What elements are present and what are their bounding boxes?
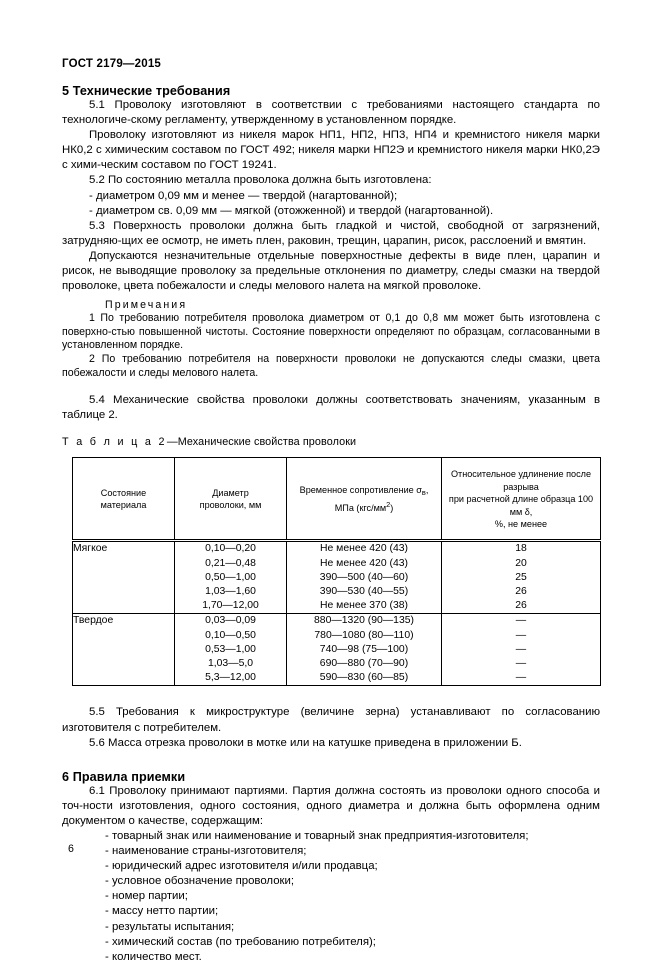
paragraph-5-2-item-a: - диаметром 0,09 мм и менее — твердой (нагартованной); [89,189,398,202]
diameter-value: 5,3—12,00 [205,672,256,684]
cell-diameter-list [175,541,287,614]
header-elongation-line1: Относительное удлинение после разрыва [450,469,592,492]
notes-heading: Примечания [105,299,188,312]
elongation-value: — [515,629,527,641]
paragraph-5-6: 5.6 Масса отрезка проволоки в мотке или на катушке приведена в приложении Б. [89,736,522,749]
paragraph-5-5: 5.5 Требования к микроструктуре (величине зерна) устанавливают по согласованию изготовителя с потребителем. [62,706,600,734]
paragraph-5-3: 5.3 Поверхность проволоки должна быть гладкой и чистой, свободной от загрязнений, затрудняю-щих ее осмотр, не иметь плен, раковин, трещин, царапин, рисок, расслоений и вмятин. [62,219,600,247]
diameter-value: 1,03—5,0 [207,658,254,670]
list-item: - юридический адрес изготовителя и/или продавца; [105,860,378,873]
header-tensile-strength [287,458,442,541]
table-caption-label: Т а б л и ц а 2 [62,436,167,449]
page-content [62,84,600,965]
header-diameter-line1: Диаметр [212,487,249,498]
list-item: - массу нетто партии; [105,905,219,918]
list-item: - условное обозначение проволоки; [105,875,295,888]
table-row [73,614,601,686]
header-diameter-line2: проволоки, мм [199,500,262,511]
paragraph-5-1b: Проволоку изготовляют из никеля марок НП1, НП2, НП3, НП4 и кремнистого никеля марки НК0,2 с химическим составом по ГОСТ 492; никеля марки НП2Э и кремнистого никеля марки НК0,2Э с хими-ческим составом по ГОСТ 19241. [62,129,600,172]
header-tensile-comma: , [425,484,429,495]
header-material-state [73,458,175,541]
cell-material-state: Мягкое [73,541,175,614]
strength-value: Не менее 370 (38) [320,600,408,612]
header-elongation-line2: при расчетной длине образца 100 мм δ, [448,494,594,517]
diameter-value: 0,50—1,00 [205,571,256,583]
cell-strength-list [287,541,442,614]
note-2: 2 По требованию потребителя на поверхности проволоки не допускаются следы смазки, цвета побежалости и следы мелового налета. [62,353,600,379]
strength-value: 740—98 (75—100) [319,643,409,655]
strength-value: Не менее 420 (43) [320,557,408,569]
elongation-value: 18 [515,543,527,555]
strength-value: 690—880 (70—90) [319,658,409,670]
strength-value: 590—830 (60—85) [319,672,409,684]
table-row [73,541,601,614]
table-header-row [73,458,601,541]
elongation-value: — [515,643,527,655]
paragraph-5-1: 5.1 Проволоку изготовляют в соответствии с требованиями настоящего стандарта по технологиче-скому регламенту, утвержденному в установленном порядке. [62,99,600,127]
elongation-value: — [515,672,527,684]
elongation-value: 20 [515,557,527,569]
cell-strength-list [287,614,442,686]
list-item: - товарный знак или наименование и товарный знак предприятия-изготовителя; [105,830,529,842]
header-material-state-line1: Состояние [100,487,147,498]
diameter-value: 0,03—0,09 [205,615,256,627]
list-item: - результаты испытания; [105,920,235,933]
running-head: ГОСТ 2179—2015 [62,58,162,70]
paragraph-5-2: 5.2 По состоянию металла проволока должна быть изготовлена: [89,174,432,187]
diameter-value: 0,21—0,48 [205,557,256,569]
strength-value: 780—1080 (80—110) [314,629,414,641]
header-tensile-strength-line1: Временное сопротивление σ [299,484,422,495]
paragraph-5-3b: Допускаются незначительные отдельные поверхностные дефекты в виде плен, царапин и рисок, не выводящие проволоку за предельные отклонения по диаметру, следы смазки на твердой проволоке, цвета побежалости и следы мелового налета на мягкой проволоке. [62,249,600,293]
elongation-value: — [515,658,527,670]
paragraph-5-2-item-b: - диаметром св. 0,09 мм — мягкой (отожженной) и твердой (нагартованной). [89,204,494,217]
strength-value: 880—1320 (90—135) [314,615,414,627]
paragraph-6-1: 6.1 Проволоку принимают партиями. Партия должна состоять из проволоки одного способа и точ-ности изготовления, одного состояния, одного диаметра и должна быть оформлена одним документом о качестве, содержащим: [62,784,600,827]
header-diameter [175,458,287,541]
list-item: - химический состав (по требованию потребителя); [105,935,376,948]
strength-value: Не менее 420 (43) [320,543,408,555]
table-body [73,541,601,686]
page-number: 6 [68,843,74,855]
header-sigma-subscript: в [421,487,426,497]
header-tensile-paren: ) [390,503,394,514]
diameter-value: 0,53—1,00 [205,643,256,655]
strength-value: 390—530 (40—55) [319,586,409,598]
header-elongation [442,458,601,541]
table-caption [62,436,600,448]
note-1: 1 По требованию потребителя проволока диаметром от 0,1 до 0,8 мм может быть изготовлена с поверхно-стью повышенной чистоты. Состояние поверхности определяют по образцам, согласованными в установленном порядке. [62,312,600,352]
diameter-value: 1,03—1,60 [205,586,256,598]
header-tensile-strength-line2: МПа (кгс/мм [334,503,387,514]
list-item: - количество мест. [105,950,202,963]
strength-value: 390—500 (40—60) [319,571,409,583]
elongation-value: — [515,615,527,627]
diameter-value: 1,70—12,00 [202,600,259,612]
mechanical-properties-table [72,457,601,686]
cell-elongation-list [442,541,601,614]
list-item: - номер партии; [105,890,188,903]
cell-material-state: Твердое [73,614,175,686]
cell-elongation-list [442,614,601,686]
section-heading-5: 5 Технические требования [62,84,231,98]
diameter-value: 0,10—0,20 [205,543,256,555]
section-heading-6: 6 Правила приемки [62,769,186,784]
elongation-value: 25 [515,571,527,583]
header-elongation-line3: %, не менее [494,519,548,529]
elongation-value: 26 [515,586,527,598]
header-units-superscript: 2 [386,500,391,510]
paragraph-5-4: 5.4 Механические свойства проволоки должны соответствовать значениям, указанным в таблице 2. [62,394,600,422]
diameter-value: 0,10—0,50 [205,629,256,641]
cell-diameter-list [175,614,287,686]
elongation-value: 26 [515,600,527,612]
list-item: - наименование страны-изготовителя; [105,845,307,858]
table-caption-text: —Механические свойства проволоки [166,436,357,449]
header-material-state-line2: материала [100,500,147,511]
